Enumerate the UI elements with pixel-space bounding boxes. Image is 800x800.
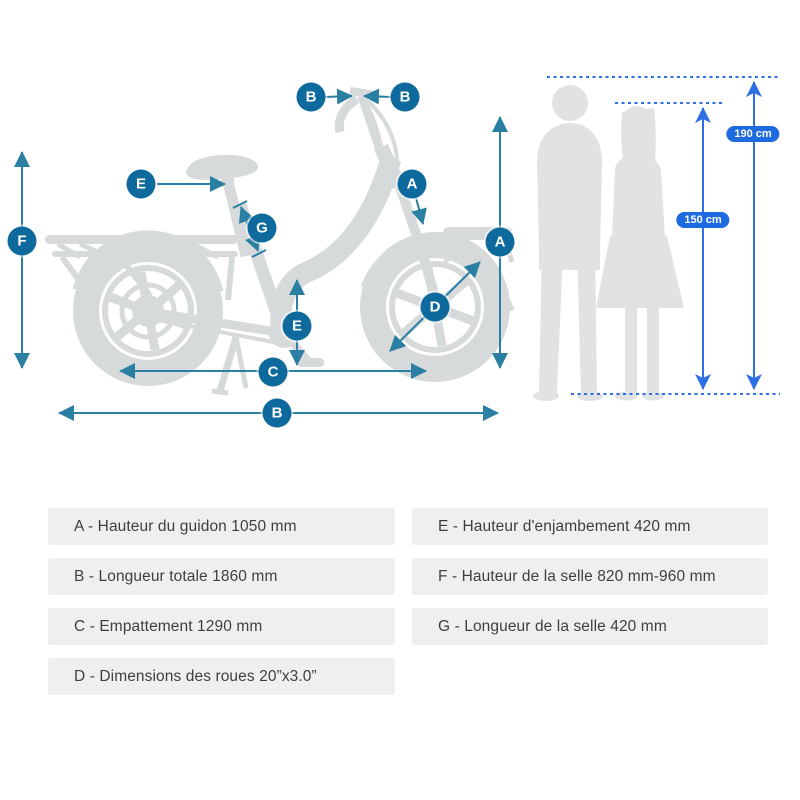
legend-column-right xyxy=(412,508,768,658)
legend-item-b xyxy=(48,558,395,595)
dimension-marker-e: E xyxy=(127,170,156,199)
dimension-marker-a: A xyxy=(486,228,515,257)
rider-silhouettes xyxy=(533,85,684,401)
rider-height-label: 190 cm xyxy=(726,126,779,142)
legend-item-label: D - Dimensions des roues 20”x3.0” xyxy=(74,667,317,685)
legend-item-label: G - Longueur de la selle 420 mm xyxy=(438,617,667,635)
dimension-marker-f: F xyxy=(8,227,37,256)
legend-item-e xyxy=(412,508,768,545)
legend-item-d xyxy=(48,658,395,695)
dimension-marker-c: C xyxy=(259,358,288,387)
legend-item-f xyxy=(412,558,768,595)
bike-silhouette xyxy=(45,91,513,393)
legend-item-label: A - Hauteur du guidon 1050 mm xyxy=(74,517,297,535)
legend-item-label: C - Empattement 1290 mm xyxy=(74,617,263,635)
legend-item-label: E - Hauteur d'enjambement 420 mm xyxy=(438,517,691,535)
dimension-marker-b: B xyxy=(263,399,292,428)
dimension-marker-b: B xyxy=(391,83,420,112)
legend-item-label: F - Hauteur de la selle 820 mm-960 mm xyxy=(438,567,716,585)
dimension-marker-g: G xyxy=(248,214,277,243)
dimension-marker-a: A xyxy=(398,170,427,199)
legend-item-c xyxy=(48,608,395,645)
legend-item-g xyxy=(412,608,768,645)
legend-item-label: B - Longueur totale 1860 mm xyxy=(74,567,278,585)
legend-column-left xyxy=(48,508,395,708)
legend-item-a xyxy=(48,508,395,545)
dimension-marker-e: E xyxy=(283,312,312,341)
man-silhouette xyxy=(552,85,588,121)
rider-height-label: 150 cm xyxy=(676,212,729,228)
dimension-marker-b: B xyxy=(297,83,326,112)
dimension-marker-d: D xyxy=(421,293,450,322)
